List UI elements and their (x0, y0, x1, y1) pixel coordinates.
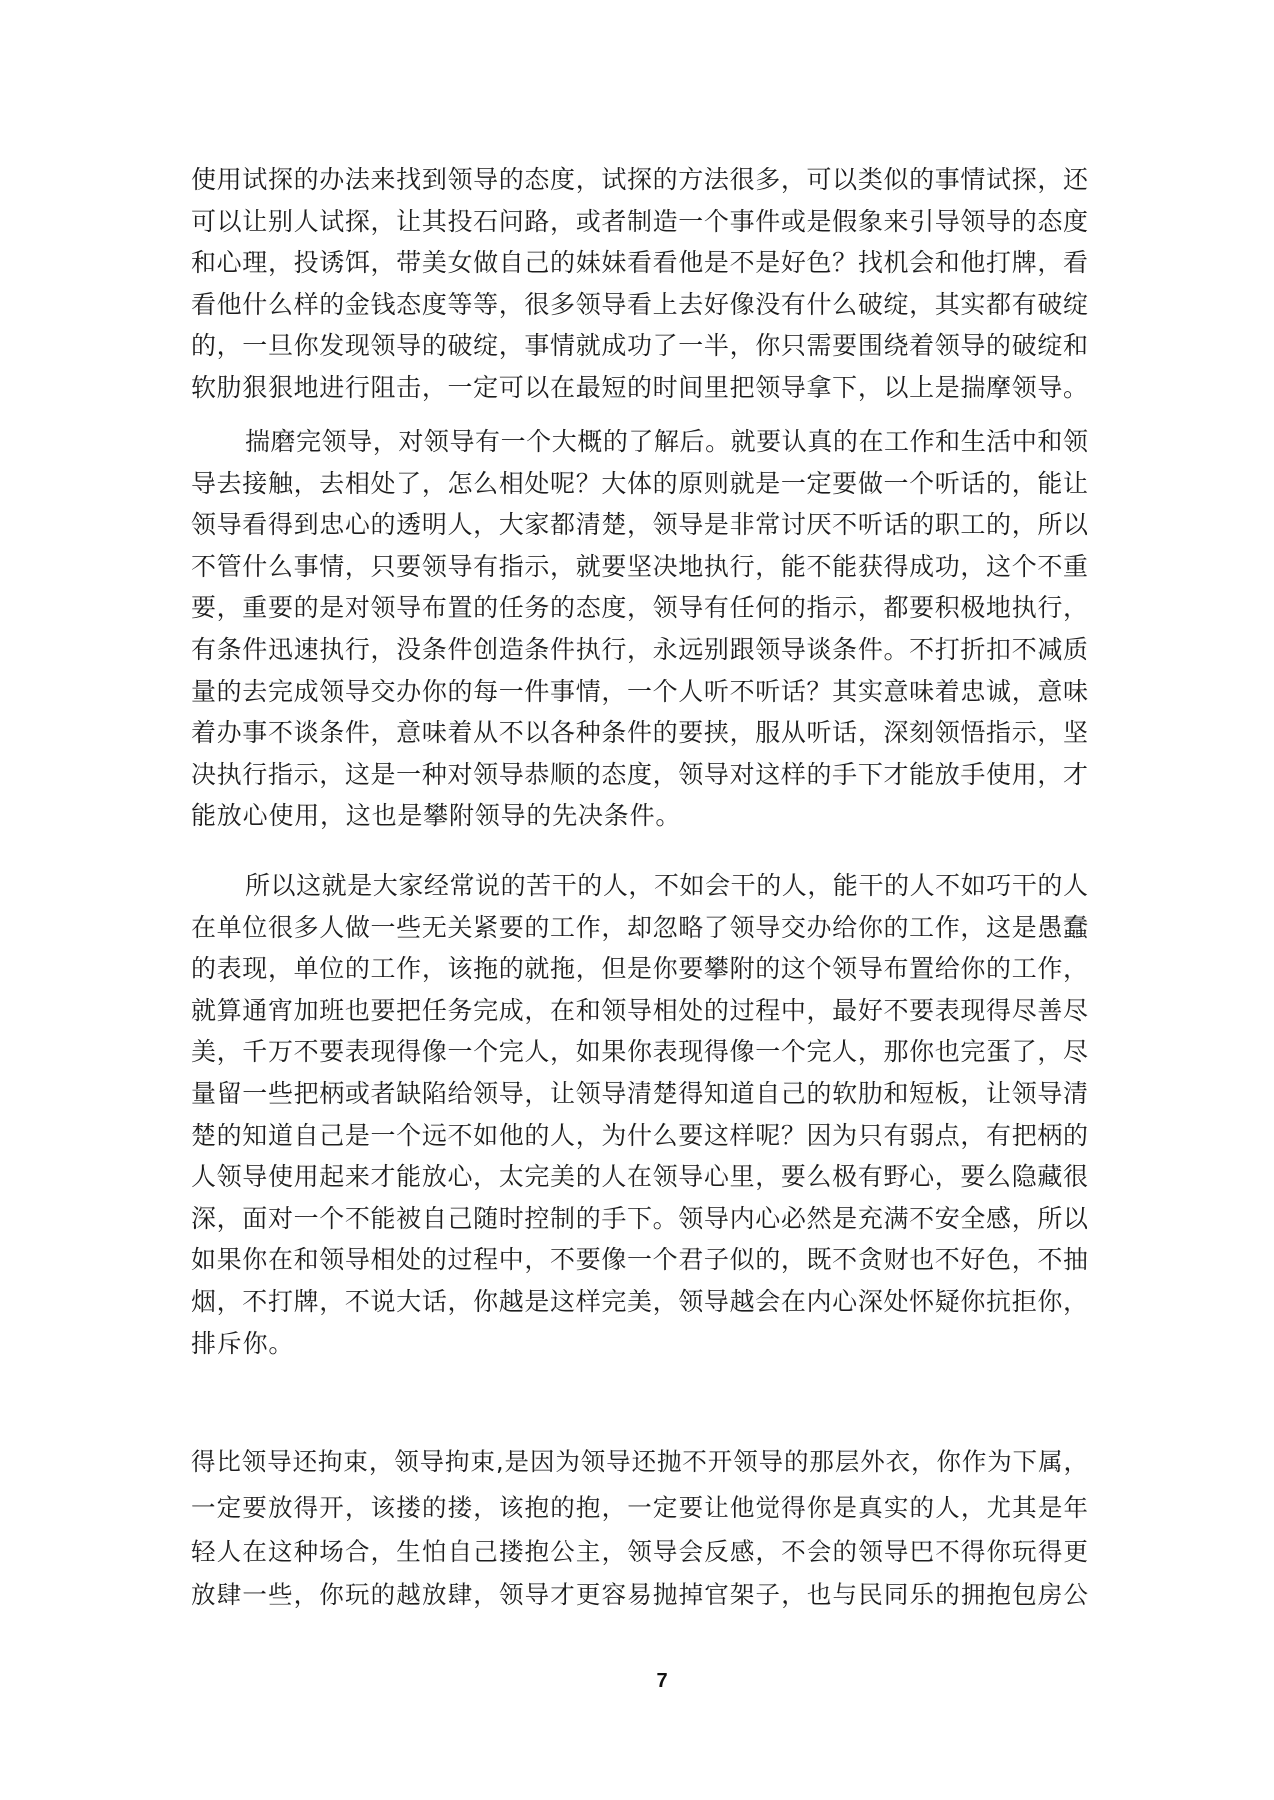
text-line: 能放心使用，这也是攀附领导的先决条件。 (191, 801, 682, 831)
text-line: 揣磨完领导，对领导有一个大概的了解后。就要认真的在工作和生活中和领 (245, 427, 1088, 456)
text-line: 人领导使用起来才能放心，太完美的人在领导心里，要么极有野心，要么隐藏很 (191, 1162, 1088, 1192)
text-line: 不管什么事情，只要领导有指示，就要坚决地执行，能不能获得成功，这个不重 (191, 551, 1088, 581)
text-line: 排斥你。 (191, 1328, 295, 1358)
text-line: 烟，不打牌，不说大话，你越是这样完美，领导越会在内心深处怀疑你抗拒你， (191, 1286, 1088, 1316)
paragraph (191, 1438, 1088, 1617)
text-line: 要，重要的是对领导布置的任务的态度，领导有任何的指示，都要积极地执行， (191, 593, 1088, 623)
paragraph (191, 865, 1088, 1364)
text-line: 楚的知道自己是一个远不如他的人，为什么要这样呢？因为只有弱点，有把柄的 (191, 1120, 1088, 1150)
text-line: 有条件迅速执行，没条件创造条件执行，永远别跟领导谈条件。不打折扣不减质 (191, 634, 1088, 664)
text-line: 轻人在这种场合，生怕自己搂抱公主，领导会反感，不会的领导巴不得你玩得更 (191, 1536, 1088, 1566)
paragraph (191, 159, 1088, 409)
text-line: 可以让别人试探，让其投石问路，或者制造一个事件或是假象来引导领导的态度 (191, 206, 1088, 236)
text-line: 着办事不谈条件，意味着从不以各种条件的要挟，服从听话，深刻领悟指示，坚 (191, 718, 1088, 748)
text-line: 得比领导还拘束，领导拘束,是因为领导还抛不开领导的那层外衣，你作为下属， (191, 1447, 1088, 1476)
text-line: 就算通宵加班也要把任务完成，在和领导相处的过程中，最好不要表现得尽善尽 (191, 995, 1088, 1025)
text-line: 导去接触，去相处了，怎么相处呢？大体的原则就是一定要做一个听话的，能让 (191, 468, 1088, 498)
paragraph (191, 421, 1088, 837)
text-line: 在单位很多人做一些无关紧要的工作，却忽略了领导交办给你的工作，这是愚蠢 (191, 912, 1088, 942)
text-line: 和心理，投诱饵，带美女做自己的妹妹看看他是不是好色？找机会和他打牌，看 (191, 248, 1088, 278)
text-line: 看他什么样的金钱态度等等，很多领导看上去好像没有什么破绽，其实都有破绽 (191, 289, 1088, 319)
text-line: 的表现，单位的工作，该拖的就拖，但是你要攀附的这个领导布置给你的工作， (191, 954, 1088, 984)
text-line: 软肋狠狠地进行阻击，一定可以在最短的时间里把领导拿下，以上是揣摩领导。 (191, 372, 1088, 402)
text-line: 量留一些把柄或者缺陷给领导，让领导清楚得知道自己的软肋和短板，让领导清 (191, 1078, 1088, 1108)
text-line: 量的去完成领导交办你的每一件事情，一个人听不听话？其实意味着忠诚，意味 (191, 676, 1088, 706)
text-line: 美，千万不要表现得像一个完人，如果你表现得像一个完人，那你也完蛋了，尽 (191, 1037, 1088, 1067)
text-line: 使用试探的办法来找到领导的态度，试探的方法很多，可以类似的事情试探，还 (191, 165, 1088, 194)
text-line: 放肆一些，你玩的越放肆，领导才更容易抛掉官架子，也与民同乐的拥抱包房公 (191, 1580, 1088, 1609)
text-line: 一定要放得开，该搂的搂，该抱的抱，一定要让他觉得你是真实的人，尤其是年 (191, 1493, 1088, 1522)
text-line: 深，面对一个不能被自己随时控制的手下。领导内心必然是充满不安全感，所以 (191, 1203, 1088, 1233)
text-line: 所以这就是大家经常说的苦干的人，不如会干的人，能干的人不如巧干的人 (245, 871, 1088, 900)
text-line: 如果你在和领导相处的过程中，不要像一个君子似的，既不贪财也不好色，不抽 (191, 1245, 1088, 1275)
text-line: 领导看得到忠心的透明人，大家都清楚，领导是非常讨厌不听话的职工的，所以 (191, 510, 1088, 540)
text-line: 的，一旦你发现领导的破绽，事情就成功了一半，你只需要围绕着领导的破绽和 (191, 331, 1088, 361)
page-number: 7 (656, 1670, 668, 1692)
text-line: 决执行指示，这是一种对领导恭顺的态度，领导对这样的手下才能放手使用，才 (191, 759, 1088, 789)
